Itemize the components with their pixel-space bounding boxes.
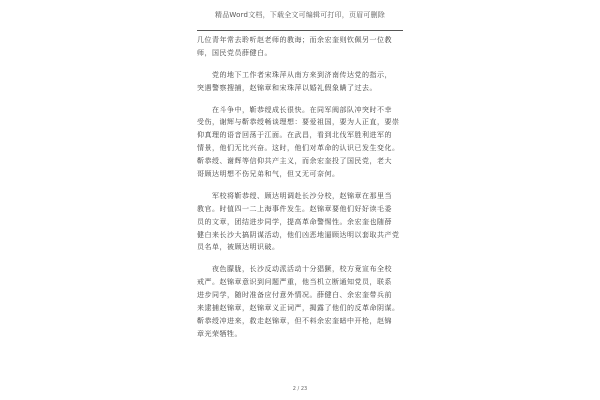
text-line: 戒严。赵锦章意识到问题严重，他当机立断通知党员，联系 (197, 278, 392, 287)
text-line: 仰真理的语音回荡于江面。在武昌，看到北伐军胜利进军的 (197, 131, 392, 140)
paragraph-3 (197, 104, 409, 181)
text-line: 员名单，被顾达明识破。 (197, 243, 280, 252)
text-line: 受伤，谢辉与靳恭绶畅谈理想：要爱祖国，要为人正直，要崇 (197, 118, 400, 127)
text-line: 进步同学，随时准备应付意外情况。薛健白、余宏奎带兵前 (197, 291, 392, 300)
text-line: 几位青年常去聆听赵老师的教诲；而余宏奎则钦佩另一位教 (197, 36, 392, 44)
text-line: 在斗争中，靳恭绶成长很快。在同军阀部队冲突时不幸 (197, 105, 392, 114)
header-divider (197, 30, 403, 31)
text-line: 教官。时值四一二上海事件发生。赵锦章要他们好好读毛委 (197, 204, 392, 213)
text-line: 情景，他们无比兴奋。这时，他们对革命的认识已发生变化。 (197, 144, 400, 153)
text-line: 健白来长沙大搞阴谋活动，他们凶恶地逼顾达明以套取共产党 (197, 230, 400, 239)
text-line: 员的文章，团结进步同学，提高革命警惕性。余宏奎也随薛 (197, 217, 392, 226)
document-body (197, 34, 409, 350)
text-line: 突遇警察搜捕，赵锦章和宋珠萍以婚礼假象瞒了过去。 (197, 83, 377, 92)
text-line: 军校将靳恭绶、顾达明调赴长沙分校，赵锦章在那里当 (197, 191, 392, 200)
text-line: 哥顾达明想不伤兄弟和气，但又无可奈何。 (197, 170, 340, 179)
page-header: 精品Word文档，下载全文可编辑可打印，页眉可删除 (215, 11, 385, 19)
text-line: 来逮捕赵锦章，赵锦章义正词严，揭露了他们的反革命阴谋。 (197, 304, 400, 313)
text-line: 靳恭绶冲进来，救走赵锦章，但不料余宏奎暗中开枪，赵锦 (197, 316, 392, 325)
paragraph-5 (197, 263, 409, 340)
text-line: 章光荣牺牲。 (197, 329, 242, 338)
paragraph-4 (197, 190, 409, 254)
text-line: 靳恭绶、谢辉等信仰共产主义，而余宏奎投了国民党，老大 (197, 157, 392, 166)
page-number: 2 / 23 (292, 386, 308, 392)
paragraph-2 (197, 69, 409, 95)
text-line: 夜色朦胧，长沙反动派活动十分猖獗，校方竟宣布全校 (197, 265, 392, 274)
paragraph-1 (197, 34, 409, 60)
text-line: 党的地下工作者宋珠萍从南方来到济南传达党的指示， (197, 70, 392, 79)
text-line: 师，国民党员薛健白。 (197, 48, 272, 57)
